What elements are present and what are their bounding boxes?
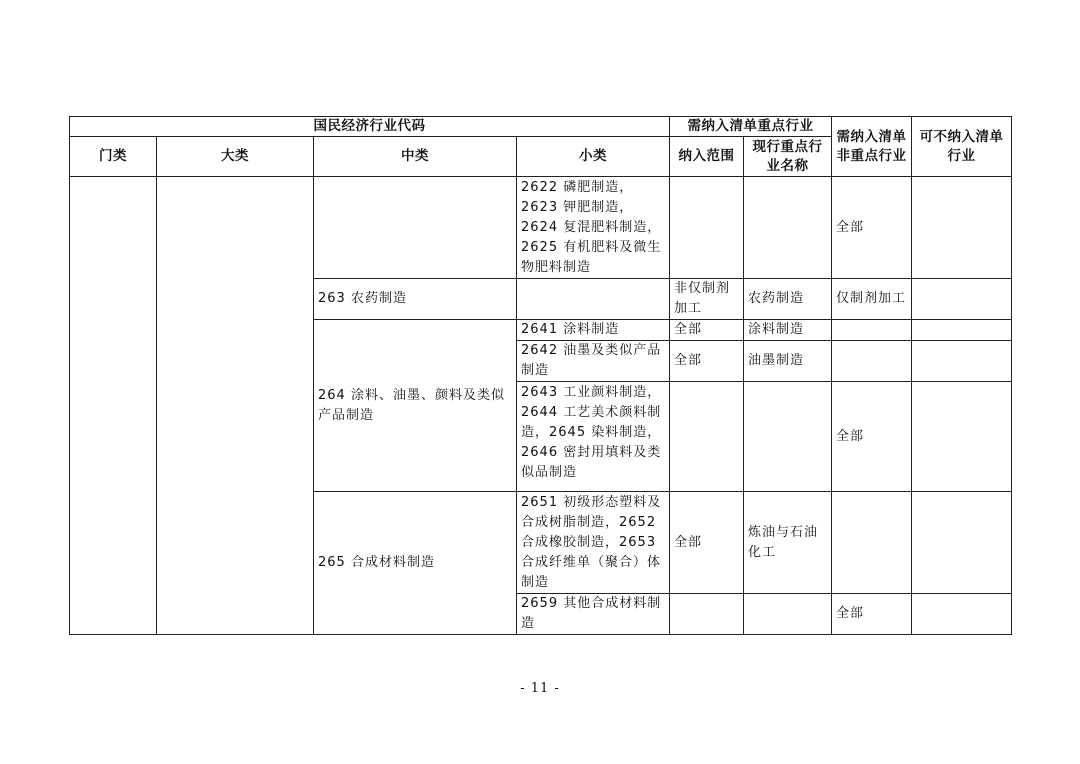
scope-cell: 非仅制剂加工 bbox=[670, 279, 744, 320]
table-row bbox=[70, 177, 1012, 279]
middle-class-cell: 265 合成材料制造 bbox=[314, 492, 517, 635]
page-number: - 11 - bbox=[520, 681, 560, 696]
optional-cell bbox=[912, 177, 1012, 279]
current-name-cell: 油墨制造 bbox=[744, 341, 832, 382]
header-nonkey-industry: 需纳入清单非重点行业 bbox=[832, 117, 912, 177]
current-name-cell bbox=[744, 594, 832, 635]
current-name-cell: 炼油与石油化工 bbox=[744, 492, 832, 594]
nonkey-cell bbox=[832, 320, 912, 341]
header-door-class: 门类 bbox=[70, 137, 157, 177]
optional-cell bbox=[912, 341, 1012, 382]
industry-classification-table bbox=[69, 116, 1012, 635]
middle-class-cell bbox=[314, 177, 517, 279]
minor-class-cell bbox=[517, 279, 670, 320]
header-middle-class: 中类 bbox=[314, 137, 517, 177]
minor-class-cell: 2659 其他合成材料制造 bbox=[517, 594, 670, 635]
header-major-class: 大类 bbox=[157, 137, 314, 177]
current-name-cell: 农药制造 bbox=[744, 279, 832, 320]
middle-class-cell: 263 农药制造 bbox=[314, 279, 517, 320]
header-current-name: 现行重点行业名称 bbox=[744, 137, 832, 177]
header-key-industry: 需纳入清单重点行业 bbox=[670, 117, 832, 137]
scope-cell bbox=[670, 382, 744, 492]
middle-class-cell: 264 涂料、油墨、颜料及类似产品制造 bbox=[314, 320, 517, 492]
nonkey-cell: 全部 bbox=[832, 177, 912, 279]
nonkey-cell: 全部 bbox=[832, 382, 912, 492]
header-national-code: 国民经济行业代码 bbox=[70, 117, 670, 137]
header-scope: 纳入范围 bbox=[670, 137, 744, 177]
optional-cell bbox=[912, 492, 1012, 594]
current-name-cell: 涂料制造 bbox=[744, 320, 832, 341]
optional-cell bbox=[912, 320, 1012, 341]
nonkey-cell: 仅制剂加工 bbox=[832, 279, 912, 320]
minor-class-cell: 2643 工业颜料制造，2644 工艺美术颜料制造，2645 染料制造，2646 密封用填料及类似品制造 bbox=[517, 382, 670, 492]
major-class-cell bbox=[157, 177, 314, 635]
scope-cell: 全部 bbox=[670, 492, 744, 594]
scope-cell bbox=[670, 177, 744, 279]
minor-class-cell: 2642 油墨及类似产品制造 bbox=[517, 341, 670, 382]
scope-cell: 全部 bbox=[670, 320, 744, 341]
current-name-cell bbox=[744, 177, 832, 279]
scope-cell: 全部 bbox=[670, 341, 744, 382]
minor-class-cell: 2641 涂料制造 bbox=[517, 320, 670, 341]
optional-cell bbox=[912, 382, 1012, 492]
header-row-1 bbox=[70, 117, 1012, 137]
nonkey-cell bbox=[832, 341, 912, 382]
minor-class-cell: 2651 初级形态塑料及合成树脂制造，2652 合成橡胶制造，2653 合成纤维单（聚合）体制造 bbox=[517, 492, 670, 594]
current-name-cell bbox=[744, 382, 832, 492]
door-class-cell bbox=[70, 177, 157, 635]
optional-cell bbox=[912, 279, 1012, 320]
minor-class-cell: 2622 磷肥制造，2623 钾肥制造，2624 复混肥料制造，2625 有机肥料及微生物肥料制造 bbox=[517, 177, 670, 279]
header-optional-industry: 可不纳入清单行业 bbox=[912, 117, 1012, 177]
nonkey-cell bbox=[832, 492, 912, 594]
scope-cell bbox=[670, 594, 744, 635]
header-minor-class: 小类 bbox=[517, 137, 670, 177]
optional-cell bbox=[912, 594, 1012, 635]
nonkey-cell: 全部 bbox=[832, 594, 912, 635]
